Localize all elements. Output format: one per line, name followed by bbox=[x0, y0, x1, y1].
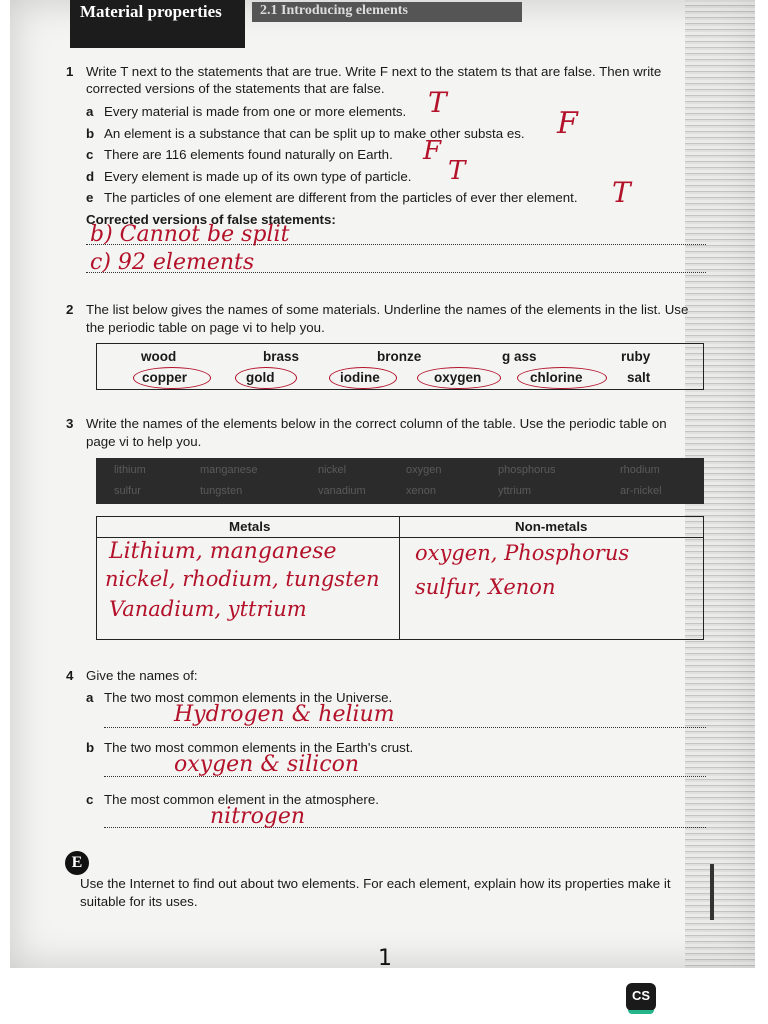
metals-nonmetals-table bbox=[96, 516, 704, 640]
q1-instruction-line2: corrected versions of the statements that are false. bbox=[86, 81, 385, 96]
metals-answer-line2: nickel, rhodium, tungsten bbox=[105, 567, 380, 591]
extension-line1: Use the Internet to find out about two elements. For each element, explain how its properties make it bbox=[80, 876, 671, 891]
faded-word: sulfur bbox=[114, 485, 141, 497]
q4-item-c-text: The most common element in the atmosphere. bbox=[104, 792, 379, 807]
q2-instruction-line1: The list below gives the names of some materials. Underline the names of the elements in the list. Use bbox=[86, 302, 689, 317]
faded-word: manganese bbox=[200, 464, 258, 476]
faded-word: tungsten bbox=[200, 485, 243, 497]
element-word-oxygen: oxygen bbox=[434, 370, 482, 385]
q1-item-c-text: There are 116 elements found naturally on Earth. bbox=[104, 147, 393, 162]
q1-answer-c: F bbox=[423, 136, 442, 166]
table-divider bbox=[399, 517, 400, 639]
q4-answer-b: oxygen & silicon bbox=[174, 752, 360, 777]
q3-instruction-line2: page vi to help you. bbox=[86, 434, 202, 449]
extension-box bbox=[74, 864, 714, 920]
faded-word: phosphorus bbox=[498, 464, 556, 476]
element-word-gold: gold bbox=[246, 370, 275, 385]
table-header-rule bbox=[97, 537, 703, 538]
page-header bbox=[70, 0, 520, 48]
q4-item-c-letter: c bbox=[86, 792, 94, 807]
q4-answer-c: nitrogen bbox=[210, 804, 306, 829]
q1-answer-d: T bbox=[448, 156, 466, 186]
faded-word: oxygen bbox=[406, 464, 442, 476]
q4-item-a-text: The two most common elements in the Universe. bbox=[104, 690, 393, 705]
element-word-chlorine: chlorine bbox=[530, 370, 583, 385]
q4-item-b-text: The two most common elements in the Earth's crust. bbox=[104, 740, 414, 755]
element-word-copper: copper bbox=[142, 370, 188, 385]
material-word: g ass bbox=[502, 349, 537, 364]
q1-item-d-text: Every element is made up of its own type of particle. bbox=[104, 169, 412, 184]
materials-box bbox=[96, 343, 704, 390]
worksheet-page bbox=[10, 0, 755, 968]
faded-word: lithium bbox=[114, 464, 146, 476]
q4-intro: Give the names of: bbox=[86, 668, 198, 683]
metals-answer-line3: Vanadium, yttrium bbox=[109, 597, 307, 621]
element-word-iodine: iodine bbox=[340, 370, 380, 385]
q1-item-d-letter: d bbox=[86, 169, 95, 184]
q2-instruction-line2: the periodic table on page vi to help you. bbox=[86, 320, 325, 335]
q4-item-a-letter: a bbox=[86, 690, 94, 705]
metals-header: Metals bbox=[229, 519, 271, 534]
header-subtitle: 2.1 Introducing elements bbox=[252, 2, 522, 22]
faded-word: vanadium bbox=[318, 485, 366, 497]
q4-item-b-letter: b bbox=[86, 740, 95, 755]
q1-item-a-text: Every material is made from one or more elements. bbox=[104, 104, 407, 119]
extension-line2: suitable for its uses. bbox=[80, 894, 198, 909]
q1-instruction-line1: Write T next to the statements that are true. Write F next to the statem ts that are false. Then write bbox=[86, 64, 662, 79]
q1-corrected-c: c) 92 elements bbox=[90, 250, 255, 275]
material-word: ruby bbox=[621, 349, 651, 364]
faded-word: rhodium bbox=[620, 464, 660, 476]
q1-item-b-text: An element is a substance that can be split up to make other substa es. bbox=[104, 126, 525, 141]
q1-item-c-letter: c bbox=[86, 147, 94, 162]
q1-item-a-letter: a bbox=[86, 104, 94, 119]
q1-answer-b: F bbox=[557, 106, 578, 141]
page-number: 1 bbox=[378, 946, 392, 971]
answer-line bbox=[104, 827, 706, 828]
nonmetals-answer-line1: oxygen, Phosphorus bbox=[415, 541, 630, 565]
faded-word: nickel bbox=[318, 464, 347, 476]
q1-answer-e: T bbox=[612, 176, 631, 209]
nonmetals-answer-line2: sulfur, Xenon bbox=[415, 575, 556, 599]
answer-line bbox=[104, 727, 706, 728]
header-title: Material properties bbox=[70, 0, 245, 48]
material-word: bronze bbox=[377, 349, 422, 364]
q1-corrected-label: Corrected versions of false statements: bbox=[86, 212, 336, 227]
extension-badge: E bbox=[65, 851, 89, 875]
q4-answer-a: Hydrogen & helium bbox=[174, 702, 395, 727]
q1-corrected-b: b) Cannot be split bbox=[90, 222, 290, 247]
material-word: brass bbox=[263, 349, 300, 364]
q4-number: 4 bbox=[66, 668, 74, 683]
faded-word: xenon bbox=[406, 485, 436, 497]
material-word: salt bbox=[627, 370, 651, 385]
q1-answer-a: T bbox=[428, 86, 447, 119]
faded-word: yttrium bbox=[498, 485, 531, 497]
q3-number: 3 bbox=[66, 416, 74, 431]
q3-instruction-line1: Write the names of the elements below in the correct column of the table. Use the periodic table on bbox=[86, 416, 667, 431]
q1-item-b-letter: b bbox=[86, 126, 95, 141]
faded-word: ar-nickel bbox=[620, 485, 662, 497]
q1-item-e-text: The particles of one element are different from the particles of ever ther element. bbox=[104, 190, 578, 205]
metals-answer-line1: Lithium, manganese bbox=[109, 539, 337, 564]
q1-number: 1 bbox=[66, 64, 74, 79]
element-word-bank bbox=[96, 458, 704, 504]
q1-item-e-letter: e bbox=[86, 190, 94, 205]
camscanner-logo: CS bbox=[626, 983, 656, 1011]
material-word: wood bbox=[141, 349, 177, 364]
nonmetals-header: Non-metals bbox=[515, 519, 588, 534]
q2-number: 2 bbox=[66, 302, 74, 317]
